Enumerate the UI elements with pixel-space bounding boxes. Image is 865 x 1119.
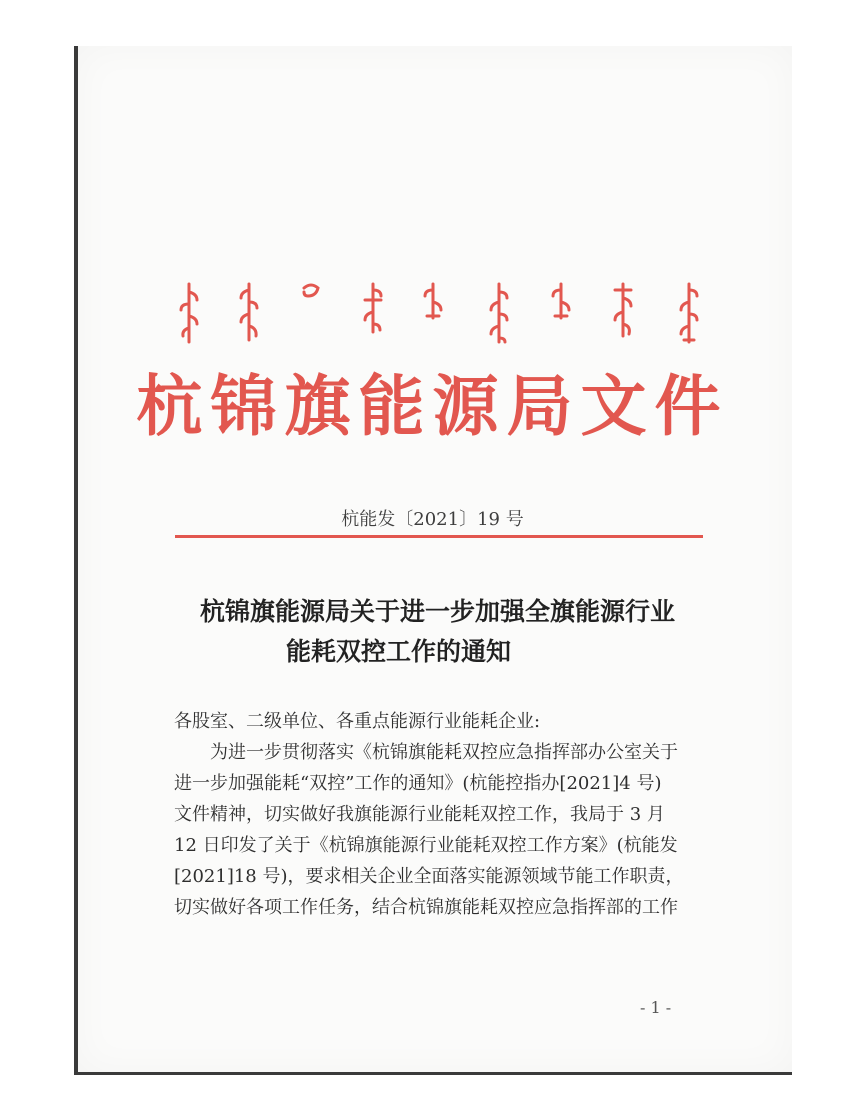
- body-line: [2021]18 号)，要求相关企业全面落实能源领域节能工作职责，: [174, 866, 684, 887]
- addressee: 各股室、二级单位、各重点能源行业能耗企业:: [174, 711, 541, 732]
- mongolian-glyph: [488, 282, 510, 346]
- body-line: 文件精神，切实做好我旗能源行业能耗双控工作，我局于 3 月: [174, 804, 665, 825]
- mongolian-glyph: [362, 282, 384, 336]
- notice-title-line-2: 能耗双控工作的通知: [286, 637, 512, 666]
- body-line: 为进一步贯彻落实《杭锦旗能耗双控应急指挥部办公室关于: [210, 742, 678, 763]
- page-number: - 1 -: [640, 998, 672, 1017]
- body-line: 进一步加强能耗“双控”工作的通知》(杭能控指办[2021]4 号): [174, 773, 662, 794]
- red-divider-line: [175, 535, 703, 538]
- mongolian-glyph: [678, 282, 700, 346]
- document-body: [174, 706, 714, 923]
- mongolian-header: [100, 282, 700, 352]
- mongolian-glyph: [178, 282, 200, 346]
- body-line: 12 日印发了关于《杭锦旗能源行业能耗双控工作方案》(杭能发: [174, 835, 678, 856]
- mongolian-glyph: [422, 282, 444, 322]
- body-line: 切实做好各项工作任务，结合杭锦旗能耗双控应急指挥部的工作: [174, 897, 678, 918]
- issuing-agency-title: 杭锦旗能源局文件: [136, 367, 729, 445]
- mongolian-glyph: [612, 282, 634, 340]
- notice-title-line-1: 杭锦旗能源局关于进一步加强全旗能源行业: [200, 597, 676, 626]
- notice-title: [200, 592, 720, 672]
- mongolian-glyph: [300, 282, 322, 312]
- mongolian-glyph: [238, 282, 260, 346]
- mongolian-glyph: [550, 282, 572, 322]
- document-number: 杭能发〔2021〕19 号: [341, 509, 524, 530]
